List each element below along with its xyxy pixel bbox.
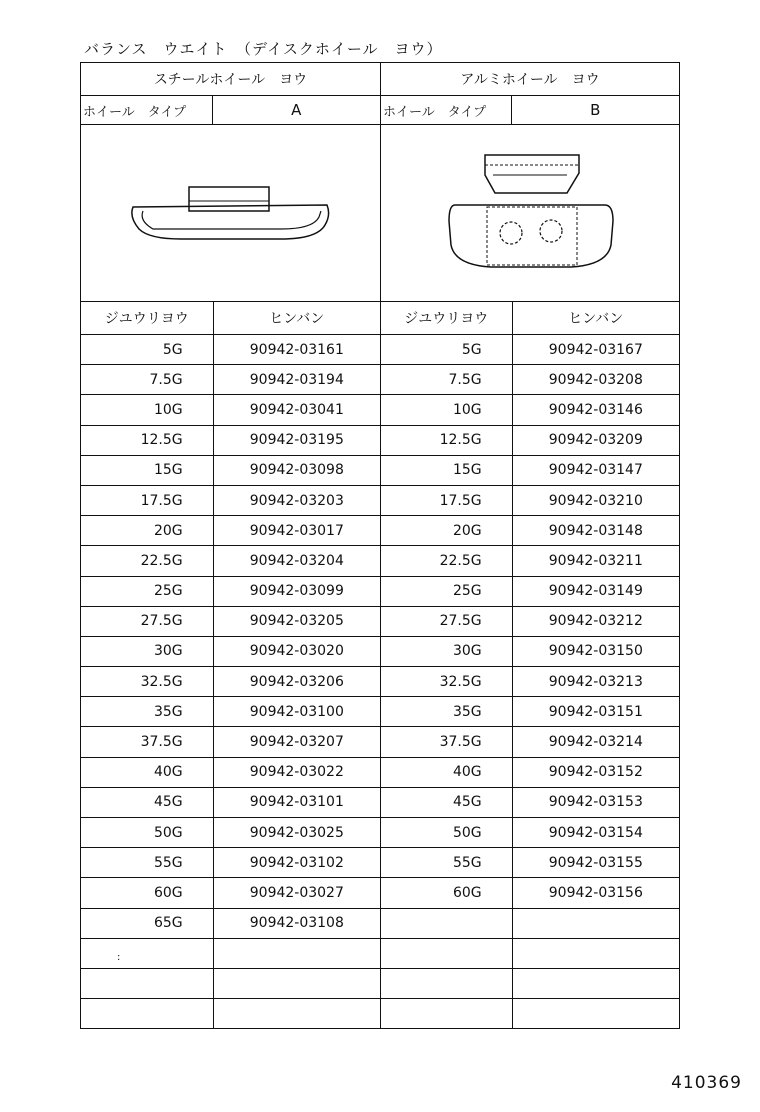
steel-weight-cell: 20G [153,522,183,539]
steel-weight-clip-icon [81,125,381,301]
steel-weight-cell: 55G [153,854,183,871]
alloy-weight-cell [380,939,512,968]
alloy-type-label: ホイール タイプ [380,96,512,124]
steel-part-cell: 90942-03102 [213,848,380,877]
steel-part-cell [213,939,380,968]
steel-weight-cell: 40G [153,764,183,781]
steel-weight-cell: 45G [153,794,183,811]
alloy-part-cell: 90942-03208 [512,365,679,394]
alloy-part-cell: 90942-03147 [512,456,679,485]
steel-part-cell: 90942-03022 [213,758,380,787]
steel-part-cell: 90942-03027 [213,878,380,907]
alloy-weight-cell: 27.5G [380,607,512,636]
table-row [80,394,680,424]
steel-part-cell: 90942-03098 [213,456,380,485]
steel-weight-cell: 27.5G [140,613,183,630]
table-row [80,666,680,696]
steel-weight-cell: 17.5G [140,492,183,509]
steel-part-cell: 90942-03108 [213,909,380,938]
steel-part-cell: 90942-03041 [213,395,380,424]
alloy-weight-cell [380,999,512,1028]
alloy-part-cell: 90942-03154 [512,818,679,847]
alloy-weight-clip-icon [381,125,681,301]
steel-section-heading: スチールホイール ヨウ [153,72,308,88]
steel-part-cell: 90942-03161 [213,335,380,364]
steel-part-cell: 90942-03204 [213,546,380,575]
column-header-row [80,301,680,334]
table-row [80,334,680,364]
steel-weight-cell: 30G [153,643,183,660]
alloy-part-cell: 90942-03155 [512,848,679,877]
table-row [80,696,680,726]
alloy-weight-cell [380,909,512,938]
page-title: バランス ウエイト （デイスクホイール ヨウ） [84,40,443,58]
alloy-weight-cell: 37.5G [380,727,512,756]
alloy-weight-cell: 32.5G [380,667,512,696]
steel-weight-cell: 7.5G [149,371,183,388]
balance-weight-table [80,62,680,1029]
alloy-weight-cell: 35G [380,697,512,726]
steel-weight-cell: 65G [153,915,183,932]
alloy-part-cell: 90942-03213 [512,667,679,696]
alloy-part-cell: 90942-03152 [512,758,679,787]
alloy-part-cell: 90942-03150 [512,637,679,666]
steel-part-cell: 90942-03203 [213,486,380,515]
steel-part-cell: 90942-03205 [213,607,380,636]
alloy-weight-cell: 17.5G [380,486,512,515]
table-row [80,576,680,606]
alloy-part-cell: 90942-03149 [512,577,679,606]
alloy-weight-cell: 7.5G [380,365,512,394]
alloy-part-cell: 90942-03146 [512,395,679,424]
alloy-weight-cell [380,969,512,998]
alloy-weight-cell: 30G [380,637,512,666]
table-row [80,425,680,455]
alloy-part-cell: 90942-03214 [512,727,679,756]
table-row [80,908,680,938]
alloy-part-cell [512,969,679,998]
alloy-weight-cell: 20G [380,516,512,545]
alloy-weight-cell: 22.5G [380,546,512,575]
alloy-weight-cell: 10G [380,395,512,424]
alloy-part-cell: 90942-03211 [512,546,679,575]
table-row [80,545,680,575]
table-body [80,334,680,1028]
steel-type-value: A [291,101,302,119]
section-header-row [80,62,680,95]
table-row [80,636,680,666]
steel-weight-cell: 37.5G [140,734,183,751]
steel-part-header: ヒンバン [213,302,380,334]
table-bottom-border [80,1028,680,1029]
alloy-part-cell [512,939,679,968]
steel-part-cell: 90942-03194 [213,365,380,394]
alloy-part-cell [512,999,679,1028]
alloy-part-cell [512,909,679,938]
illustration-row [80,124,680,301]
steel-part-cell: 90942-03206 [213,667,380,696]
table-row [80,877,680,907]
table-row [80,455,680,485]
alloy-weight-cell: 50G [380,818,512,847]
alloy-illustration-cell [380,125,679,301]
page-code: 410369 [671,1073,742,1093]
alloy-weight-cell: 45G [380,788,512,817]
steel-part-cell [213,999,380,1028]
steel-part-cell [213,969,380,998]
alloy-part-cell: 90942-03151 [512,697,679,726]
wheel-type-row [80,95,680,124]
alloy-weight-cell: 5G [380,335,512,364]
alloy-part-cell: 90942-03167 [512,335,679,364]
alloy-part-cell: 90942-03153 [512,788,679,817]
steel-weight-cell: 15G [153,462,183,479]
table-row [80,847,680,877]
steel-part-cell: 90942-03020 [213,637,380,666]
alloy-part-cell: 90942-03210 [512,486,679,515]
table-row [80,968,680,998]
alloy-weight-cell: 15G [380,456,512,485]
steel-weight-cell: 5G [162,341,183,358]
steel-part-cell: 90942-03099 [213,577,380,606]
steel-weight-cell [81,939,213,968]
table-row [80,726,680,756]
steel-part-cell: 90942-03017 [213,516,380,545]
steel-weight-header: ジユウリヨウ [104,311,189,327]
steel-weight-cell: 12.5G [140,432,183,449]
table-row [80,817,680,847]
steel-weight-cell: 35G [153,703,183,720]
alloy-type-value: B [590,101,601,119]
alloy-section-heading: アルミホイール ヨウ [380,63,679,95]
steel-weight-cell: 25G [153,583,183,600]
alloy-weight-cell: 55G [380,848,512,877]
alloy-part-cell: 90942-03212 [512,607,679,636]
table-row [80,787,680,817]
steel-weight-cell: 32.5G [140,673,183,690]
steel-weight-cell: 60G [153,884,183,901]
steel-weight-cell: 10G [153,401,183,418]
steel-part-cell: 90942-03101 [213,788,380,817]
table-row [80,998,680,1028]
alloy-weight-cell: 25G [380,577,512,606]
steel-part-cell: 90942-03207 [213,727,380,756]
steel-weight-cell [81,969,213,998]
alloy-weight-cell: 12.5G [380,426,512,455]
steel-part-cell: 90942-03100 [213,697,380,726]
alloy-part-cell: 90942-03148 [512,516,679,545]
steel-weight-cell: 22.5G [140,552,183,569]
table-row [80,606,680,636]
alloy-part-header: ヒンバン [512,302,679,334]
alloy-weight-cell: 40G [380,758,512,787]
stray-mark: : [117,952,121,963]
alloy-part-cell: 90942-03156 [512,878,679,907]
steel-type-label: ホイール タイプ [81,96,213,124]
steel-part-cell: 90942-03195 [213,426,380,455]
table-row [80,485,680,515]
alloy-weight-header: ジユウリヨウ [380,302,512,334]
steel-weight-cell [81,999,213,1028]
alloy-weight-cell: 60G [380,878,512,907]
steel-illustration-cell [81,125,380,301]
table-row [80,364,680,394]
steel-weight-cell: 50G [153,824,183,841]
table-row [80,938,680,968]
alloy-part-cell: 90942-03209 [512,426,679,455]
steel-part-cell: 90942-03025 [213,818,380,847]
table-row [80,757,680,787]
table-row [80,515,680,545]
